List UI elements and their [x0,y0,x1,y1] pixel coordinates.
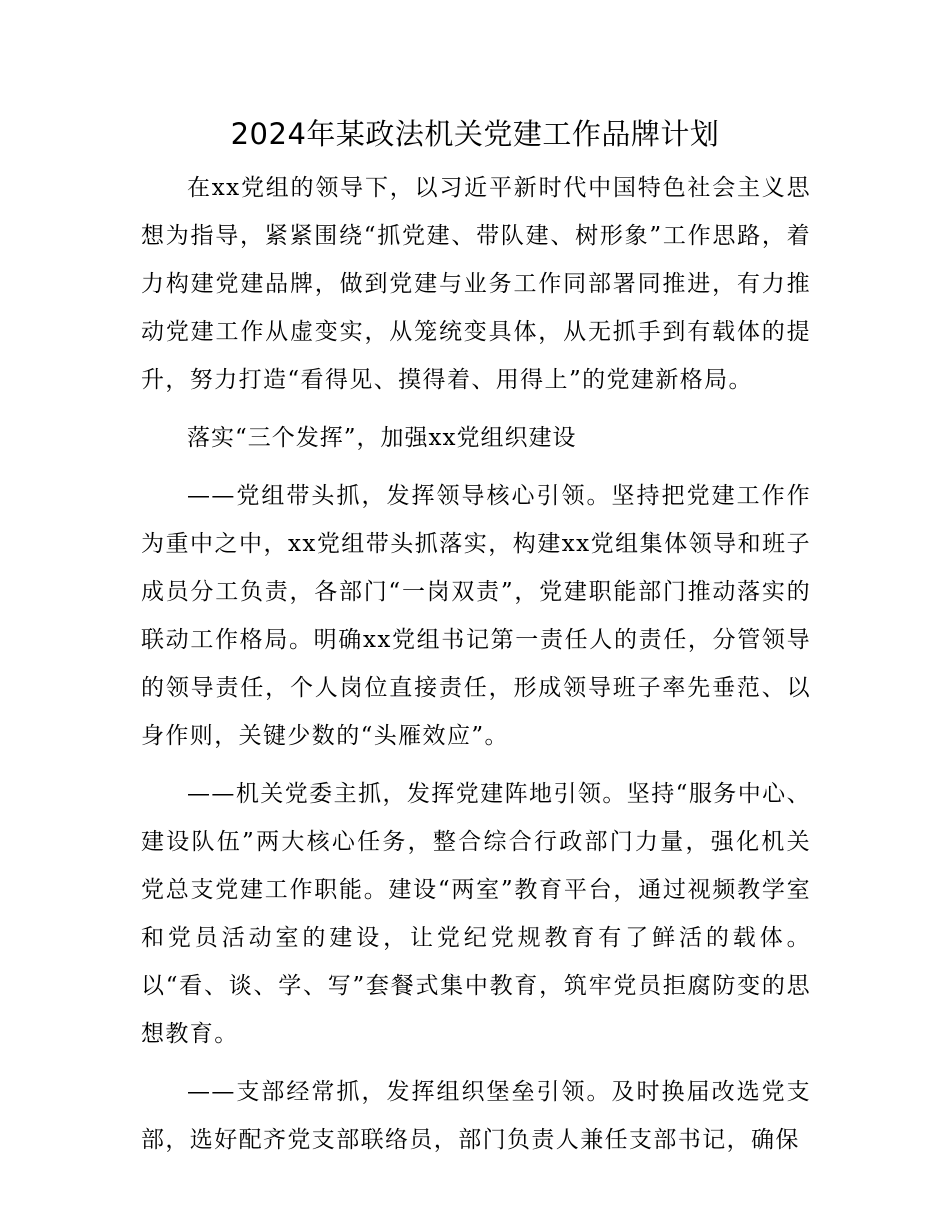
party-group-paragraph: ——党组带头抓，发挥领导核心引领。坚持把党建工作作为重中之中，xx党组带头抓落实，构建xx党组集体领导和班子成员分工负责，各部门“一岗双责”，党建职能部门推动落实的联动工作格局。明确xx党组书记第一责任人的责任，分管领导的领导责任，个人岗位直接责任，形成领导班子率先垂范、以身作则，关键少数的“头雁效应”。 [141,483,811,749]
party-committee-paragraph: ——机关党委主抓，发挥党建阵地引领。坚持“服务中心、建设队伍”两大核心任务，整合综合行政部门力量，强化机关党总支党建工作职能。建设“两室”教育平台，通过视频教学室和党员活动室的建设，让党纪党规教育有了鲜活的载体。以“看、谈、学、写”套餐式集中教育，筑牢党员拒腐防变的思想教育。 [141,781,811,1047]
document-title: 2024年某政法机关党建工作品牌计划 [230,117,720,151]
section-heading: 落实“三个发挥”，加强xx党组织建设 [187,425,577,451]
branch-paragraph: ——支部经常抓，发挥组织堡垒引领。及时换届改选党支部，选好配齐党支部联络员，部门负责人兼任支部书记，确保 [141,1079,811,1153]
intro-paragraph: 在xx党组的领导下，以习近平新时代中国特色社会主义思想为指导，紧紧围绕“抓党建、带队建、树形象”工作思路，着力构建党建品牌，做到党建与业务工作同部署同推进，有力推动党建工作从虚变实，从笼统变具体，从无抓手到有载体的提升，努力打造“看得见、摸得着、用得上”的党建新格局。 [141,175,811,393]
document-body [141,164,811,1174]
